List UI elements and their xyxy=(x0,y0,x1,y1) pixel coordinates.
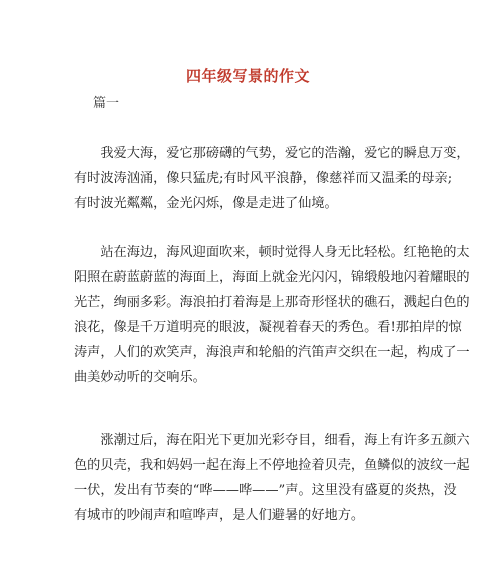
paragraph-line: 有时波涛汹涌，像只猛虎;有时风平浪静，像慈祥而又温柔的母亲; xyxy=(74,171,453,186)
paragraph-2 xyxy=(74,240,470,390)
paragraph-line: 站在海边，海风迎面吹来，顿时觉得人身无比轻松。红艳艳的太 xyxy=(74,245,470,260)
paragraph-line: 曲美妙动听的交响乐。 xyxy=(74,370,206,385)
paragraph-1 xyxy=(74,141,470,216)
paragraph-line: 涨潮过后，海在阳光下更加光彩夺目，细看，海上有许多五颜六 xyxy=(74,433,470,448)
paragraph-3 xyxy=(74,428,470,528)
document-title: 四年级写景的作文 xyxy=(185,67,310,85)
paragraph-line: 有城市的吵闹声和喧哗声，是人们避暑的好地方。 xyxy=(74,508,365,523)
paragraph-line: 阳照在蔚蓝蔚蓝的海面上，海面上就金光闪闪，锦缎般地闪着耀眼的 xyxy=(74,270,470,285)
paragraph-line: 光芒，绚丽多彩。海浪拍打着海是上那奇形怪状的礁石，溅起白色的 xyxy=(74,295,470,310)
paragraph-line: 涛声，人们的欢笑声，海浪声和轮船的汽笛声交织在一起，构成了一 xyxy=(74,345,470,360)
paragraph-line: 一伏，发出有节奏的“哗——哗——”声。这里没有盛夏的炎热，没 xyxy=(74,483,457,498)
section-label: 篇一 xyxy=(93,96,120,111)
paragraph-line: 色的贝壳，我和妈妈一起在海上不停地捡着贝壳，鱼鳞似的波纹一起 xyxy=(74,458,470,473)
paragraph-line: 我爱大海，爱它那磅礴的气势，爱它的浩瀚，爱它的瞬息万变， xyxy=(74,146,470,161)
paragraph-line: 有时波光粼粼，金光闪烁，像是走进了仙境。 xyxy=(74,196,338,211)
paragraph-line: 浪花，像是千万道明亮的眼波，凝视着春天的秀色。看!那拍岸的惊 xyxy=(74,320,462,335)
